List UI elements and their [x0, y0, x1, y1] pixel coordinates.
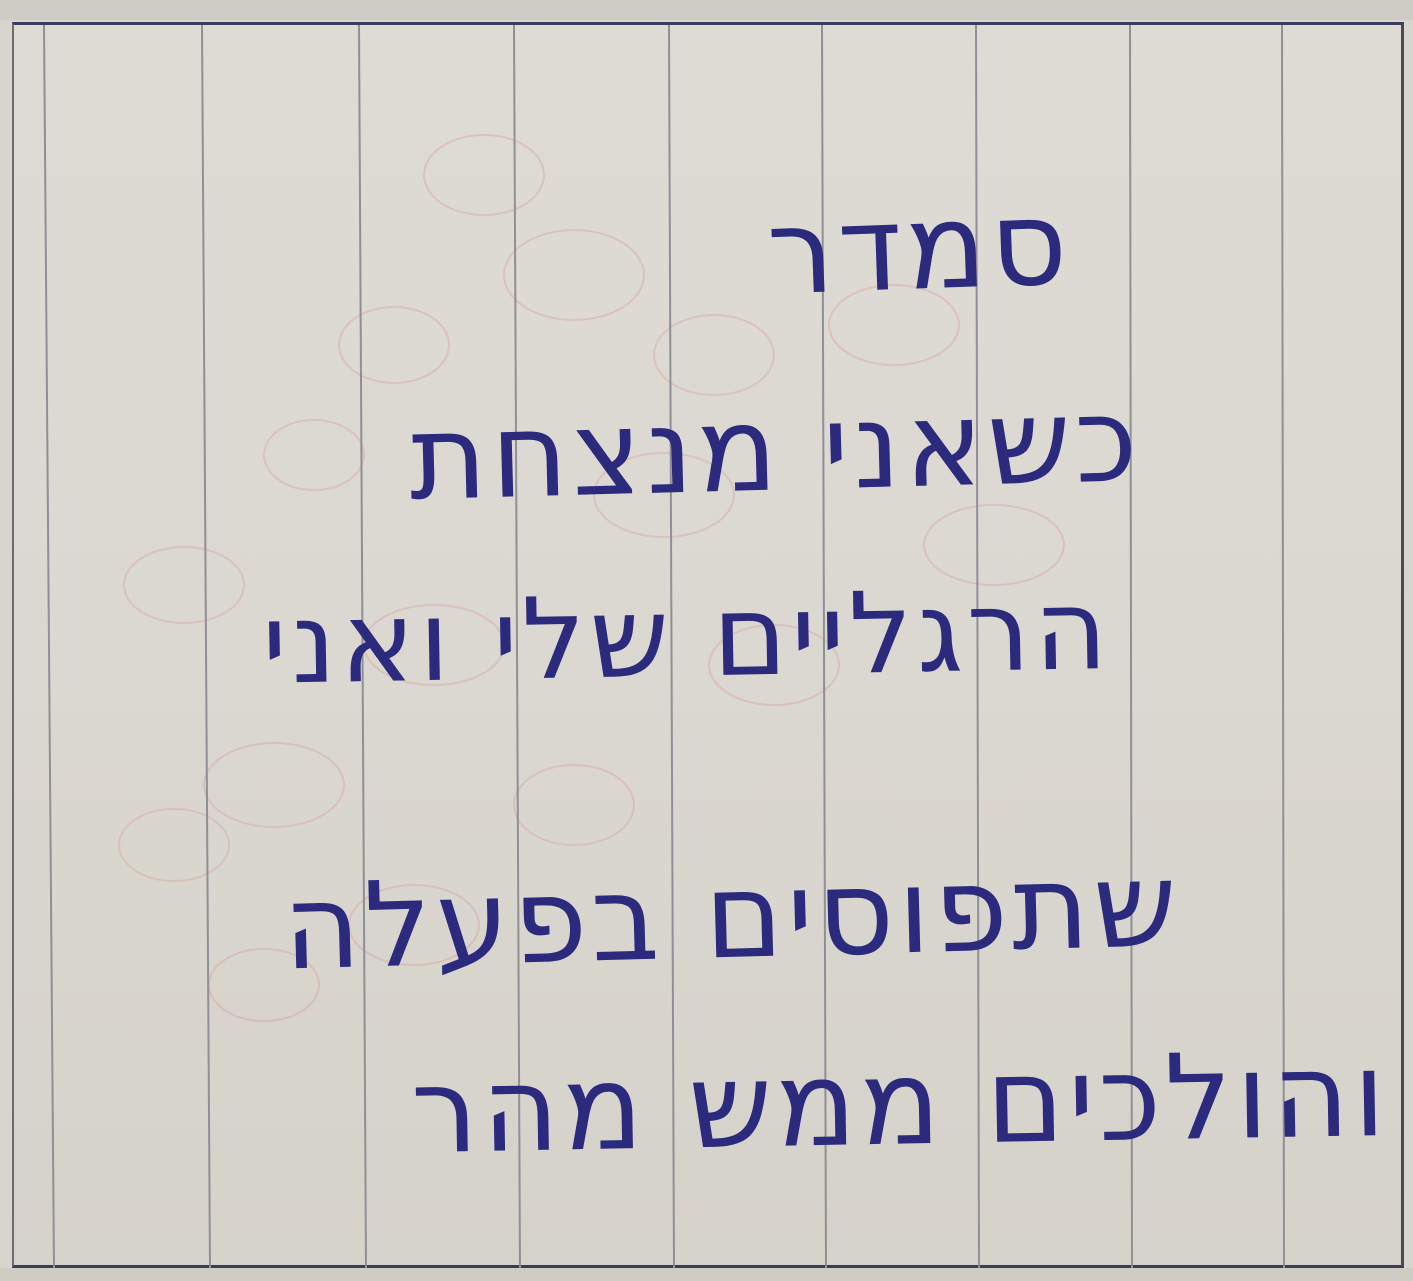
handwritten-line-3: הרגליים שלי ואני: [260, 565, 1113, 710]
paper-top-edge: [0, 0, 1413, 20]
handwritten-line-5: והולכים ממש מהר: [409, 1025, 1391, 1181]
handwritten-line-1: סמדר: [765, 173, 1074, 322]
handwritten-line-4: שתפוסים בפעלה: [281, 835, 1183, 997]
notebook-page: [12, 22, 1404, 1268]
paper-bottom-edge: [0, 1268, 1413, 1281]
handwritten-line-2: כשאני מנצחת: [407, 370, 1143, 528]
